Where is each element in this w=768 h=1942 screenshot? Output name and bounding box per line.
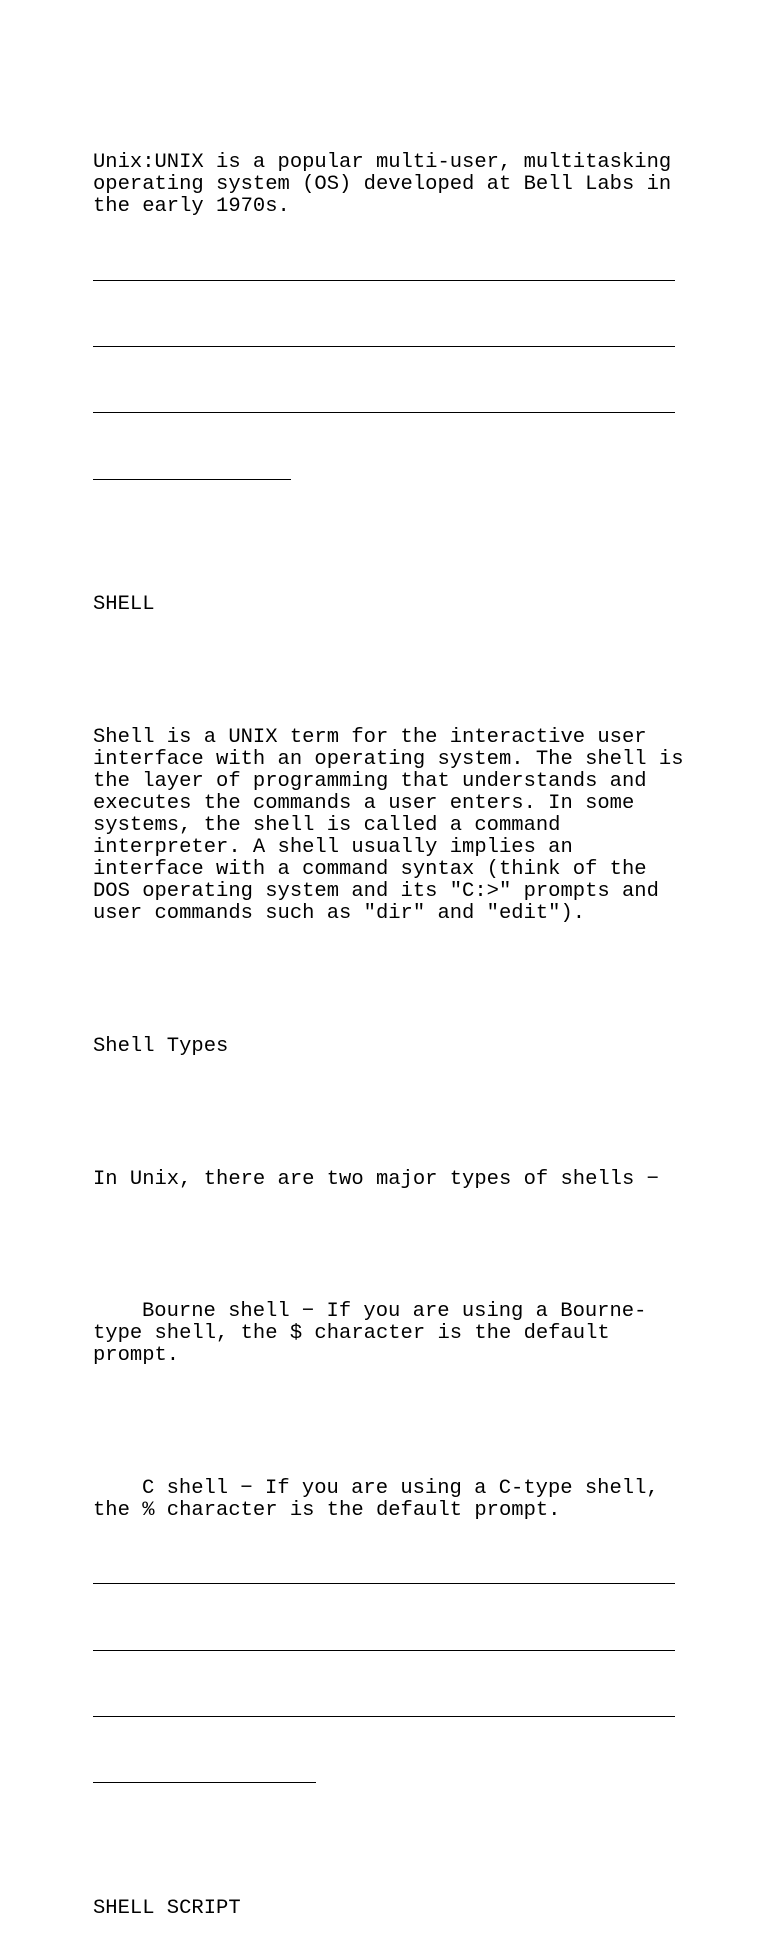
blank-line	[93, 263, 675, 285]
blank-line	[93, 1765, 316, 1787]
blank-line	[93, 329, 675, 351]
shell-script-heading: SHELL SCRIPT	[93, 1896, 241, 1920]
blank-line	[93, 1566, 675, 1588]
bourne-shell-text: Bourne shell − If you are using a Bourne-type shell, the $ character is the default prompt.	[93, 1300, 647, 1368]
blank-line	[93, 462, 291, 484]
shell-heading: SHELL	[93, 593, 155, 617]
document-page	[93, 108, 696, 1942]
shell-types-intro: In Unix, there are two major types of shells −	[93, 1167, 659, 1191]
bourne-shell-item	[93, 1301, 693, 1367]
blank-line	[93, 1699, 675, 1721]
shell-types-heading: Shell Types	[93, 1034, 229, 1058]
c-shell-text: C shell − If you are using a C-type shell, the % character is the default prompt.	[93, 1476, 671, 1522]
intro-paragraph: Unix:UNIX is a popular multi-user, multitasking operating system (OS) developed at Bell Labs in the early 1970s.	[93, 151, 684, 219]
c-shell-item	[93, 1478, 693, 1522]
blank-line	[93, 395, 675, 417]
shell-paragraph: Shell is a UNIX term for the interactive user interface with an operating system. The shell is the layer of programming that understands and executes the commands a user enters. In some systems, the shell is called a command interpreter. A shell usually implies an interface with a command syntax (think of the DOS operating system and its "C:>" prompts and user commands such as "dir" and "edit").	[93, 725, 696, 926]
blank-line	[93, 1632, 675, 1654]
